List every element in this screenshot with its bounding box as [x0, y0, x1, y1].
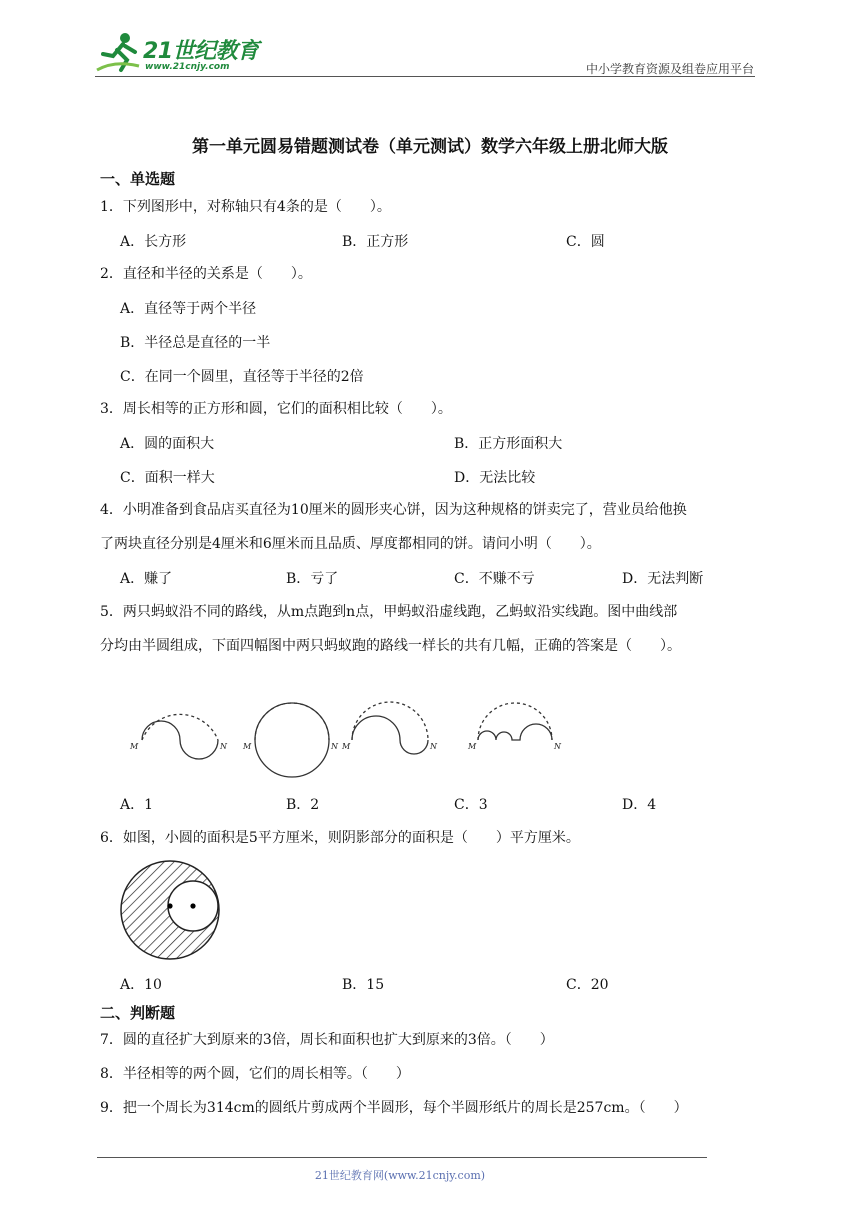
large-circle-center-dot	[167, 903, 172, 908]
runner-icon	[95, 30, 143, 74]
q4-option-a: A．赚了	[120, 571, 173, 587]
fig4-solid-path	[478, 724, 552, 740]
q3-option-a: A．圆的面积大	[120, 436, 215, 452]
q2-option-c: C．在同一个圆里，直径等于半径的2倍	[120, 369, 364, 385]
question-3: 3．周长相等的正方形和圆，它们的面积相比较（ ）。	[100, 401, 452, 417]
section-true-false: 二、判断题	[100, 1004, 176, 1022]
shaded-circle-figure	[118, 858, 222, 962]
fig2-label-m: M	[243, 742, 252, 751]
q1-option-c: C．圆	[566, 234, 605, 250]
fig2-solid-path	[255, 740, 329, 777]
fig1-label-n: N	[220, 742, 227, 751]
q5-option-a: A．1	[120, 797, 154, 813]
fig2-solid-top	[255, 703, 329, 740]
q4-option-d: D．无法判断	[622, 571, 704, 587]
fig3-label-n: N	[430, 742, 437, 751]
page-title: 第一单元圆易错题测试卷（单元测试）数学六年级上册北师大版	[192, 137, 668, 157]
section-single-choice: 一、单选题	[100, 170, 176, 188]
q6-option-a: A．10	[120, 977, 162, 993]
footer-divider	[97, 1157, 707, 1158]
fig3-solid-path	[352, 716, 428, 754]
fig1-solid-path	[142, 721, 218, 759]
question-8: 8．半径相等的两个圆，它们的周长相等。（ ）	[100, 1066, 410, 1082]
header-divider	[95, 76, 755, 77]
q2-option-b: B．半径总是直径的一半	[120, 335, 271, 351]
q5-option-b: B．2	[286, 797, 320, 813]
fig1-label-m: M	[130, 742, 139, 751]
header-platform-text: 中小学教育资源及组卷应用平台	[585, 62, 754, 76]
q1-option-a: A．长方形	[120, 234, 187, 250]
fig3-label-m: M	[342, 742, 351, 751]
question-5-line-2: 分均由半圆组成，下面四幅图中两只蚂蚁跑的路线一样长的共有几幅，正确的答案是（ ）。	[100, 638, 681, 654]
q6-option-c: C．20	[566, 977, 609, 993]
question-4-line-2: 了两块直径分别是4厘米和6厘米而且品质、厚度都相同的饼。请问小明（ ）。	[100, 536, 601, 552]
question-5-line-1: 5．两只蚂蚁沿不同的路线，从m点跑到n点，甲蚂蚁沿虚线跑，乙蚂蚁沿实线跑。图中曲线部	[100, 604, 678, 620]
question-9: 9．把一个周长为314cm的圆纸片剪成两个半圆形，每个半圆形纸片的周长是257cm。（ ）	[100, 1100, 688, 1116]
q5-option-c: C．3	[454, 797, 488, 813]
q3-option-b: B．正方形面积大	[454, 436, 563, 452]
small-circle-center-dot	[190, 903, 195, 908]
fig4-label-m: M	[468, 742, 477, 751]
footer-text: 21世纪教育网(www.21cnjy.com)	[314, 1169, 486, 1182]
q4-option-b: B．亏了	[286, 571, 339, 587]
fig2-dashed-path	[255, 703, 329, 740]
ant-path-figures	[120, 700, 580, 780]
question-4-line-1: 4．小明准备到食品店买直径为10厘米的圆形夹心饼，因为这种规格的饼卖完了，营业员给他换	[100, 502, 687, 518]
q1-option-b: B．正方形	[342, 234, 409, 250]
question-7: 7．圆的直径扩大到原来的3倍，周长和面积也扩大到原来的3倍。（ ）	[100, 1032, 554, 1048]
q6-option-b: B．15	[342, 977, 385, 993]
question-2: 2．直径和半径的关系是（ ）。	[100, 266, 312, 282]
fig4-dashed-path	[478, 703, 552, 740]
q4-option-c: C．不赚不亏	[454, 571, 535, 587]
fig4-label-n: N	[554, 742, 561, 751]
question-6: 6．如图，小圆的面积是5平方厘米，则阴影部分的面积是（ ）平方厘米。	[100, 830, 580, 846]
logo-url: www.21cnjy.com	[145, 62, 230, 72]
question-1: 1．下列图形中，对称轴只有4条的是（ ）。	[100, 199, 391, 215]
logo	[95, 30, 265, 78]
q3-option-c: C．面积一样大	[120, 470, 215, 486]
q5-option-d: D．4	[622, 797, 657, 813]
q2-option-a: A．直径等于两个半径	[120, 301, 257, 317]
logo-text: 21世纪教育	[143, 39, 259, 64]
q3-option-d: D．无法比较	[454, 470, 536, 486]
fig2-label-n: N	[331, 742, 338, 751]
